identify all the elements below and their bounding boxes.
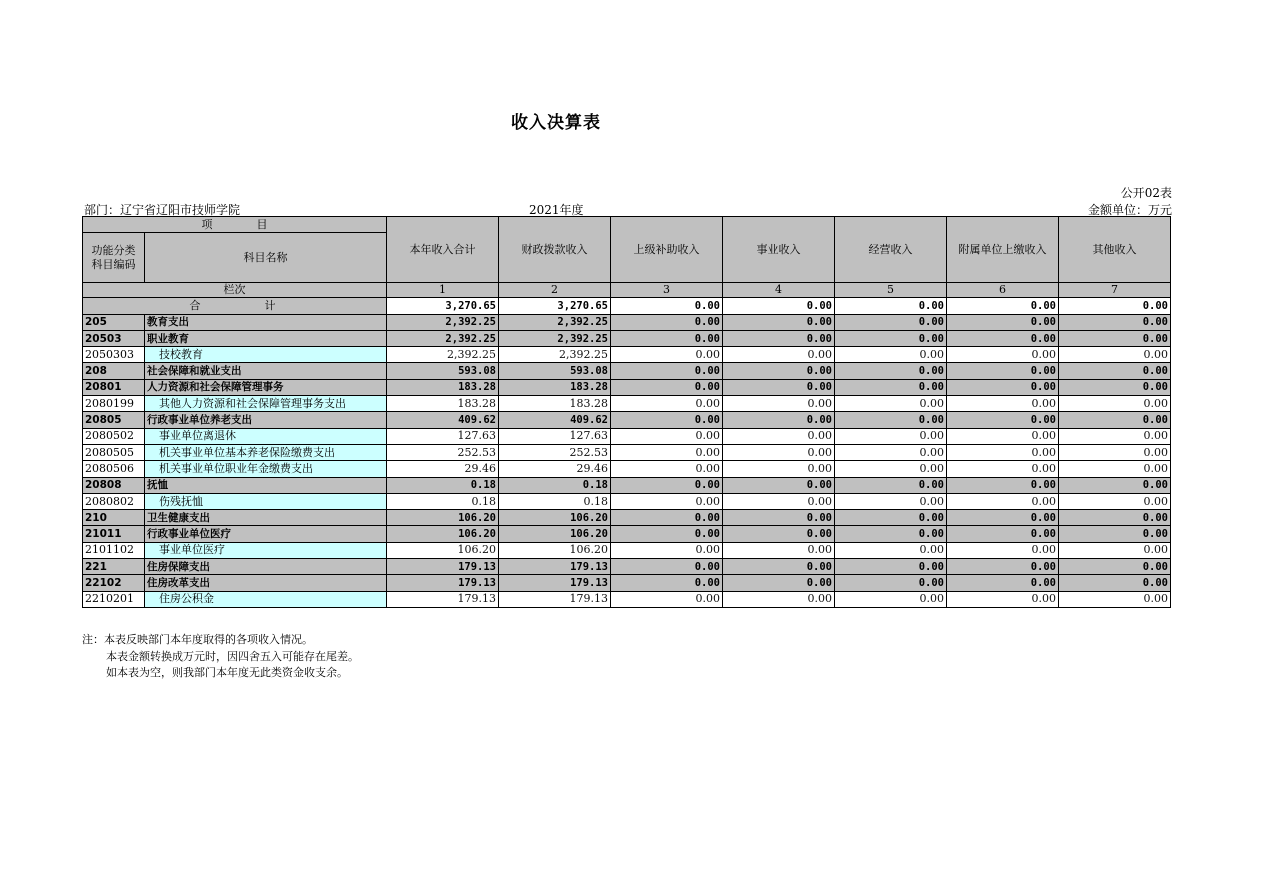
- row-name: 事业单位医疗: [145, 542, 387, 558]
- row-value: 252.53: [387, 444, 499, 460]
- col-number-6: 6: [947, 283, 1059, 298]
- col-header-4: 事业收入: [723, 217, 835, 283]
- row-value: 2,392.25: [499, 347, 611, 363]
- table-row: [83, 591, 1171, 607]
- row-value: 0.00: [1059, 347, 1171, 363]
- row-value: 0.00: [723, 379, 835, 395]
- row-value: 2,392.25: [387, 347, 499, 363]
- row-value: 179.13: [499, 591, 611, 607]
- row-value: 0.00: [835, 412, 947, 428]
- row-value: 0.00: [611, 314, 723, 330]
- row-code: 2080502: [83, 428, 145, 444]
- row-value: 0.18: [387, 493, 499, 509]
- row-value: 0.00: [1059, 575, 1171, 591]
- row-value: 0.00: [723, 461, 835, 477]
- row-value: 0.00: [835, 526, 947, 542]
- col-header-1: 本年收入合计: [387, 217, 499, 283]
- row-value: 0.00: [723, 493, 835, 509]
- row-value: 2,392.25: [387, 314, 499, 330]
- row-code: 221: [83, 559, 145, 575]
- row-value: 0.00: [723, 477, 835, 493]
- row-code: 2080506: [83, 461, 145, 477]
- row-value: 0.00: [947, 330, 1059, 346]
- income-table: [82, 216, 1171, 608]
- row-value: 0.00: [1059, 330, 1171, 346]
- row-value: 252.53: [499, 444, 611, 460]
- row-value: 0.00: [723, 559, 835, 575]
- row-value: 0.00: [947, 347, 1059, 363]
- row-name: 伤残抚恤: [145, 493, 387, 509]
- row-value: 0.00: [947, 542, 1059, 558]
- col-header-6: 附属单位上缴收入: [947, 217, 1059, 283]
- form-number: 公开02表: [1120, 186, 1172, 200]
- row-name: 职业教育: [145, 330, 387, 346]
- col-header-3: 上级补助收入: [611, 217, 723, 283]
- col-number-7: 7: [1059, 283, 1171, 298]
- row-value: 127.63: [387, 428, 499, 444]
- col-header-5: 经营收入: [835, 217, 947, 283]
- table-row: [83, 493, 1171, 509]
- item-header: 项 目: [83, 217, 387, 233]
- table-row: [83, 444, 1171, 460]
- row-value: 0.00: [1059, 396, 1171, 412]
- total-value: 3,270.65: [499, 298, 611, 314]
- row-name: 住房公积金: [145, 591, 387, 607]
- col-number-1: 1: [387, 283, 499, 298]
- row-value: 0.00: [723, 330, 835, 346]
- row-value: 183.28: [499, 396, 611, 412]
- row-value: 0.00: [947, 412, 1059, 428]
- fiscal-year: 2021年度: [529, 203, 584, 217]
- row-value: 0.00: [835, 330, 947, 346]
- row-value: 0.00: [1059, 444, 1171, 460]
- row-value: 0.00: [611, 347, 723, 363]
- row-value: 0.00: [835, 428, 947, 444]
- col-header-7: 其他收入: [1059, 217, 1171, 283]
- row-value: 0.00: [611, 559, 723, 575]
- row-value: 0.00: [947, 428, 1059, 444]
- col-number-5: 5: [835, 283, 947, 298]
- row-value: 0.00: [947, 461, 1059, 477]
- row-value: 409.62: [499, 412, 611, 428]
- table-row: [83, 363, 1171, 379]
- table-row: [83, 314, 1171, 330]
- row-code: 208: [83, 363, 145, 379]
- table-row: [83, 526, 1171, 542]
- row-value: 0.00: [1059, 493, 1171, 509]
- row-value: 0.00: [947, 363, 1059, 379]
- row-value: 0.00: [611, 575, 723, 591]
- row-code: 2101102: [83, 542, 145, 558]
- row-value: 0.00: [723, 347, 835, 363]
- row-value: 0.00: [835, 379, 947, 395]
- row-value: 0.00: [611, 444, 723, 460]
- row-value: 0.00: [723, 510, 835, 526]
- row-value: 0.00: [611, 461, 723, 477]
- row-value: 0.18: [387, 477, 499, 493]
- row-value: 0.00: [1059, 314, 1171, 330]
- row-code: 20801: [83, 379, 145, 395]
- row-value: 0.00: [1059, 559, 1171, 575]
- row-value: 0.00: [611, 526, 723, 542]
- row-value: 0.00: [835, 591, 947, 607]
- col-number-4: 4: [723, 283, 835, 298]
- row-value: 0.00: [835, 510, 947, 526]
- row-value: 0.00: [611, 428, 723, 444]
- total-label: 合 计: [83, 298, 387, 314]
- row-name: 住房保障支出: [145, 559, 387, 575]
- row-code: 210: [83, 510, 145, 526]
- row-value: 106.20: [499, 510, 611, 526]
- row-value: 0.00: [835, 347, 947, 363]
- row-value: 0.00: [723, 396, 835, 412]
- row-value: 0.00: [611, 412, 723, 428]
- row-name: 人力资源和社会保障管理事务: [145, 379, 387, 395]
- row-code: 2210201: [83, 591, 145, 607]
- row-value: 0.00: [835, 314, 947, 330]
- row-value: 0.00: [611, 477, 723, 493]
- row-name: 机关事业单位基本养老保险缴费支出: [145, 444, 387, 460]
- footnote: 本表金额转换成万元时，因四舍五入可能存在尾差。: [106, 649, 359, 663]
- row-name: 卫生健康支出: [145, 510, 387, 526]
- row-value: 0.00: [611, 330, 723, 346]
- row-value: 0.00: [611, 396, 723, 412]
- row-code: 21011: [83, 526, 145, 542]
- row-value: 0.00: [1059, 461, 1171, 477]
- row-value: 0.00: [835, 363, 947, 379]
- row-value: 0.00: [835, 559, 947, 575]
- row-value: 106.20: [387, 510, 499, 526]
- row-code: 2080505: [83, 444, 145, 460]
- row-value: 179.13: [387, 575, 499, 591]
- row-value: 0.00: [723, 363, 835, 379]
- subject-name-header: 科目名称: [145, 233, 387, 283]
- row-value: 0.00: [723, 526, 835, 542]
- total-value: 0.00: [947, 298, 1059, 314]
- row-code: 2080199: [83, 396, 145, 412]
- row-value: 0.00: [723, 412, 835, 428]
- row-name: 住房改革支出: [145, 575, 387, 591]
- table-body: [83, 314, 1171, 607]
- row-value: 179.13: [499, 559, 611, 575]
- row-name: 行政事业单位医疗: [145, 526, 387, 542]
- total-value: 0.00: [723, 298, 835, 314]
- total-value: 3,270.65: [387, 298, 499, 314]
- table-row: [83, 542, 1171, 558]
- table-row: [83, 330, 1171, 346]
- row-value: 0.00: [1059, 542, 1171, 558]
- row-value: 0.18: [499, 477, 611, 493]
- table-row: [83, 510, 1171, 526]
- row-value: 2,392.25: [387, 330, 499, 346]
- row-value: 183.28: [387, 396, 499, 412]
- row-value: 0.00: [611, 591, 723, 607]
- row-value: 179.13: [499, 575, 611, 591]
- col-number-3: 3: [611, 283, 723, 298]
- row-value: 593.08: [387, 363, 499, 379]
- row-name: 教育支出: [145, 314, 387, 330]
- row-code: 22102: [83, 575, 145, 591]
- department-label: 部门：辽宁省辽阳市技师学院: [84, 203, 241, 217]
- row-value: 0.00: [947, 477, 1059, 493]
- col-number-2: 2: [499, 283, 611, 298]
- table-row: [83, 559, 1171, 575]
- total-value: 0.00: [611, 298, 723, 314]
- table-row: [83, 428, 1171, 444]
- row-name: 机关事业单位职业年金缴费支出: [145, 461, 387, 477]
- row-value: 409.62: [387, 412, 499, 428]
- footnotes: [82, 632, 359, 682]
- row-value: 0.00: [611, 379, 723, 395]
- table-row: [83, 396, 1171, 412]
- row-value: 0.00: [1059, 510, 1171, 526]
- row-value: 183.28: [387, 379, 499, 395]
- row-value: 0.00: [611, 363, 723, 379]
- col-header-2: 财政拨款收入: [499, 217, 611, 283]
- row-value: 0.00: [835, 493, 947, 509]
- row-value: 0.00: [611, 493, 723, 509]
- row-value: 0.00: [947, 559, 1059, 575]
- row-value: 0.00: [947, 379, 1059, 395]
- row-name: 其他人力资源和社会保障管理事务支出: [145, 396, 387, 412]
- row-value: 0.00: [835, 461, 947, 477]
- row-label-header: 栏次: [83, 283, 387, 298]
- table-row: [83, 477, 1171, 493]
- total-value: 0.00: [1059, 298, 1171, 314]
- row-code: 2050303: [83, 347, 145, 363]
- row-name: 事业单位离退休: [145, 428, 387, 444]
- row-value: 29.46: [499, 461, 611, 477]
- row-value: 0.00: [835, 444, 947, 460]
- row-value: 0.00: [947, 575, 1059, 591]
- row-value: 0.00: [1059, 477, 1171, 493]
- row-value: 0.00: [723, 542, 835, 558]
- row-value: 106.20: [499, 526, 611, 542]
- row-value: 106.20: [499, 542, 611, 558]
- row-value: 0.00: [723, 444, 835, 460]
- row-value: 0.00: [835, 396, 947, 412]
- row-value: 0.18: [499, 493, 611, 509]
- table-row: [83, 347, 1171, 363]
- row-value: 0.00: [723, 428, 835, 444]
- row-value: 0.00: [947, 314, 1059, 330]
- row-value: 29.46: [387, 461, 499, 477]
- row-value: 0.00: [611, 510, 723, 526]
- total-value: 0.00: [835, 298, 947, 314]
- table-header: [83, 217, 1171, 315]
- total-row: [83, 298, 1171, 314]
- row-name: 行政事业单位养老支出: [145, 412, 387, 428]
- amount-unit: 金额单位：万元: [1087, 203, 1172, 217]
- row-value: 106.20: [387, 526, 499, 542]
- row-value: 0.00: [947, 396, 1059, 412]
- row-value: 0.00: [723, 591, 835, 607]
- row-value: 0.00: [1059, 412, 1171, 428]
- row-value: 0.00: [947, 493, 1059, 509]
- row-value: 0.00: [947, 526, 1059, 542]
- row-value: 179.13: [387, 591, 499, 607]
- table-row: [83, 412, 1171, 428]
- row-value: 106.20: [387, 542, 499, 558]
- row-value: 179.13: [387, 559, 499, 575]
- row-value: 0.00: [611, 542, 723, 558]
- row-value: 0.00: [723, 314, 835, 330]
- row-value: 0.00: [947, 510, 1059, 526]
- row-code: 205: [83, 314, 145, 330]
- footnote: 如本表为空，则我部门本年度无此类资金收支余。: [106, 666, 348, 679]
- row-value: 0.00: [835, 575, 947, 591]
- row-value: 2,392.25: [499, 330, 611, 346]
- row-code: 2080802: [83, 493, 145, 509]
- row-value: 0.00: [723, 575, 835, 591]
- row-code: 20503: [83, 330, 145, 346]
- row-value: 593.08: [499, 363, 611, 379]
- row-value: 127.63: [499, 428, 611, 444]
- row-value: 2,392.25: [499, 314, 611, 330]
- row-value: 0.00: [1059, 363, 1171, 379]
- row-value: 0.00: [835, 542, 947, 558]
- row-value: 0.00: [835, 477, 947, 493]
- row-value: 0.00: [947, 444, 1059, 460]
- row-name: 技校教育: [145, 347, 387, 363]
- row-name: 社会保障和就业支出: [145, 363, 387, 379]
- table-row: [83, 379, 1171, 395]
- row-value: 183.28: [499, 379, 611, 395]
- row-name: 抚恤: [145, 477, 387, 493]
- row-code: 20808: [83, 477, 145, 493]
- table-row: [83, 461, 1171, 477]
- report-title: 收入决算表: [511, 113, 601, 133]
- row-value: 0.00: [1059, 379, 1171, 395]
- row-value: 0.00: [947, 591, 1059, 607]
- table-row: [83, 575, 1171, 591]
- row-code: 20805: [83, 412, 145, 428]
- row-value: 0.00: [1059, 526, 1171, 542]
- row-value: 0.00: [1059, 591, 1171, 607]
- row-value: 0.00: [1059, 428, 1171, 444]
- footnote: 注：本表反映部门本年度取得的各项收入情况。: [82, 633, 313, 646]
- func-code-header: 功能分类 科目编码: [83, 233, 145, 283]
